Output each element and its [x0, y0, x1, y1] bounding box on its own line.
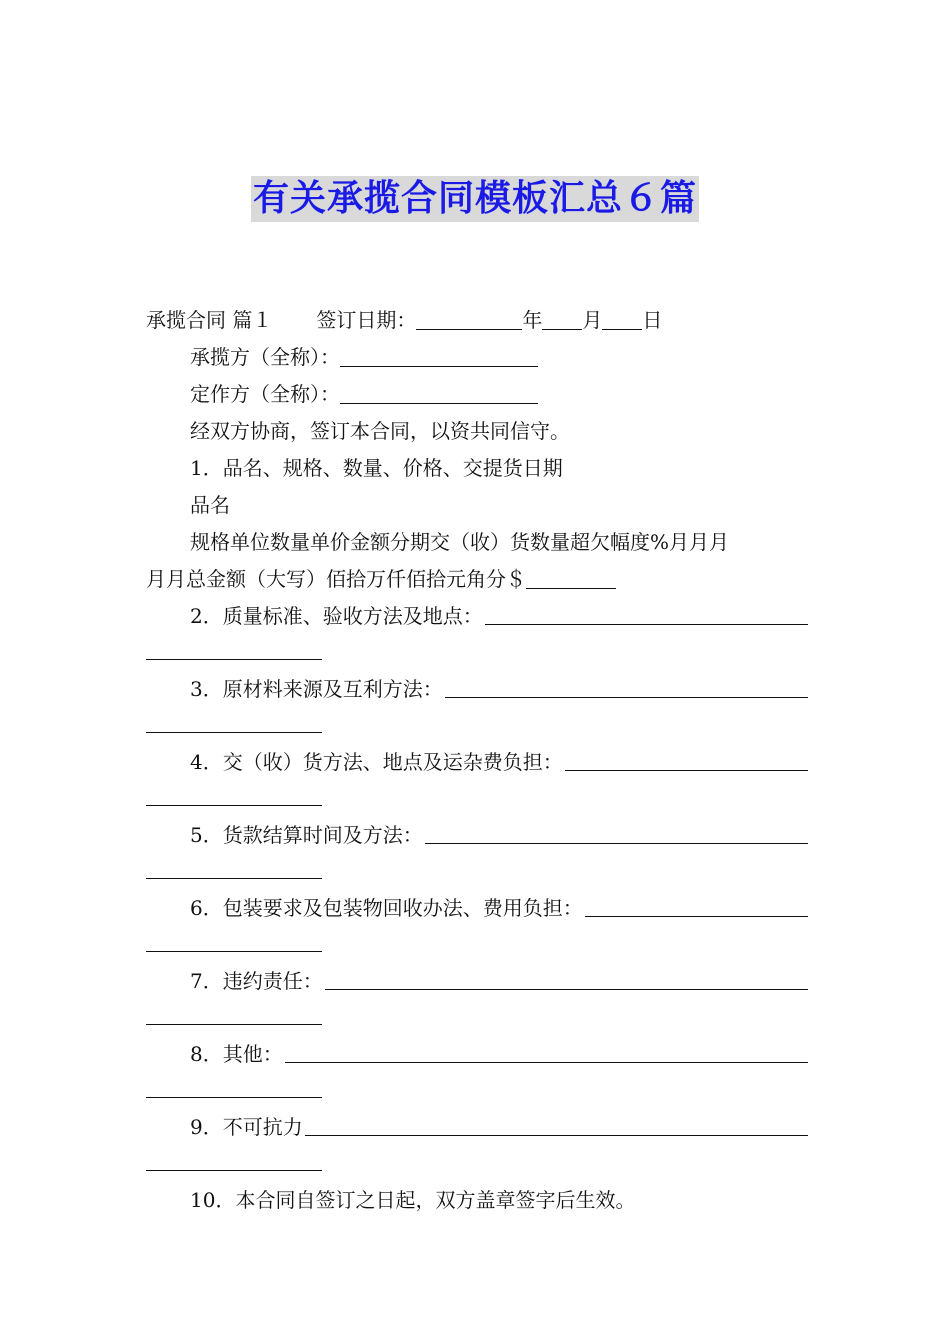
continuation-blank [146, 708, 322, 733]
spec-line-1: 规格单位数量单价金额分期交（收）货数量超欠幅度%月月月 [190, 530, 730, 554]
spec-line-2 [146, 561, 808, 598]
clause-label: 4．交（收）货方法、地点及运杂费负担： [190, 750, 563, 774]
continuation-blank [146, 781, 322, 806]
product-name-label: 品名 [190, 493, 230, 517]
continuation-blank [146, 635, 322, 660]
clause-item-5 [146, 817, 808, 890]
year-blank [416, 305, 522, 330]
header-line [146, 302, 808, 339]
clause-label: 3．原材料来源及互利方法： [190, 677, 443, 701]
continuation-blank [146, 1000, 322, 1025]
orderer-label: 定作方（全称）： [190, 382, 340, 406]
chapter-label: 承揽合同 篇１ [146, 308, 273, 332]
clause-label: 7．违约责任： [190, 969, 323, 993]
clause-10: 10．本合同自签订之日起，双方盖章签字后生效。 [190, 1188, 636, 1212]
month-blank [542, 305, 582, 330]
day-label: 日 [642, 308, 663, 332]
fill-blank [565, 744, 808, 771]
continuation-blank [146, 854, 322, 879]
contract-body [146, 302, 808, 1219]
clause-item-7 [146, 963, 808, 1036]
document-title: 有关承揽合同模板汇总６篇 [251, 176, 699, 222]
day-blank [602, 305, 642, 330]
fill-blank [425, 817, 808, 844]
clause-item-9 [146, 1109, 808, 1182]
fill-blank [325, 963, 808, 990]
fill-blank [445, 671, 808, 698]
contractor-line [146, 339, 808, 376]
orderer-line [146, 376, 808, 413]
date-label: 签订日期： [316, 308, 417, 332]
clause-item-3 [146, 671, 808, 744]
fill-blank [485, 598, 808, 625]
section1-heading: 1．品名、规格、数量、价格、交提货日期 [190, 456, 563, 480]
clause-item-8 [146, 1036, 808, 1109]
title-container [0, 176, 950, 222]
intro-line: 经双方协商，签订本合同，以资共同信守。 [190, 419, 570, 443]
continuation-blank [146, 1146, 322, 1171]
clause-item-4 [146, 744, 808, 817]
clause-label: 9．不可抗力 [190, 1115, 303, 1139]
fill-blank [305, 1109, 808, 1136]
clause-label: 8．其他： [190, 1042, 283, 1066]
clause-label: 5．货款结算时间及方法： [190, 823, 423, 847]
orderer-blank [340, 379, 538, 404]
contractor-label: 承揽方（全称）： [190, 345, 340, 369]
clause-item-6 [146, 890, 808, 963]
amount-blank [526, 564, 616, 589]
contractor-blank [340, 342, 538, 367]
clause-label: 6．包装要求及包装物回收办法、费用负担： [190, 896, 583, 920]
clause-label: 2．质量标准、验收方法及地点： [190, 604, 483, 628]
spec-line-2-text: 月月总金额（大写）佰拾万仟佰拾元角分＄ [146, 567, 526, 591]
fill-blank [585, 890, 808, 917]
continuation-blank [146, 1073, 322, 1098]
clause-item-2 [146, 598, 808, 671]
year-label: 年 [522, 308, 543, 332]
month-label: 月 [582, 308, 603, 332]
fill-blank [285, 1036, 808, 1063]
continuation-blank [146, 927, 322, 952]
